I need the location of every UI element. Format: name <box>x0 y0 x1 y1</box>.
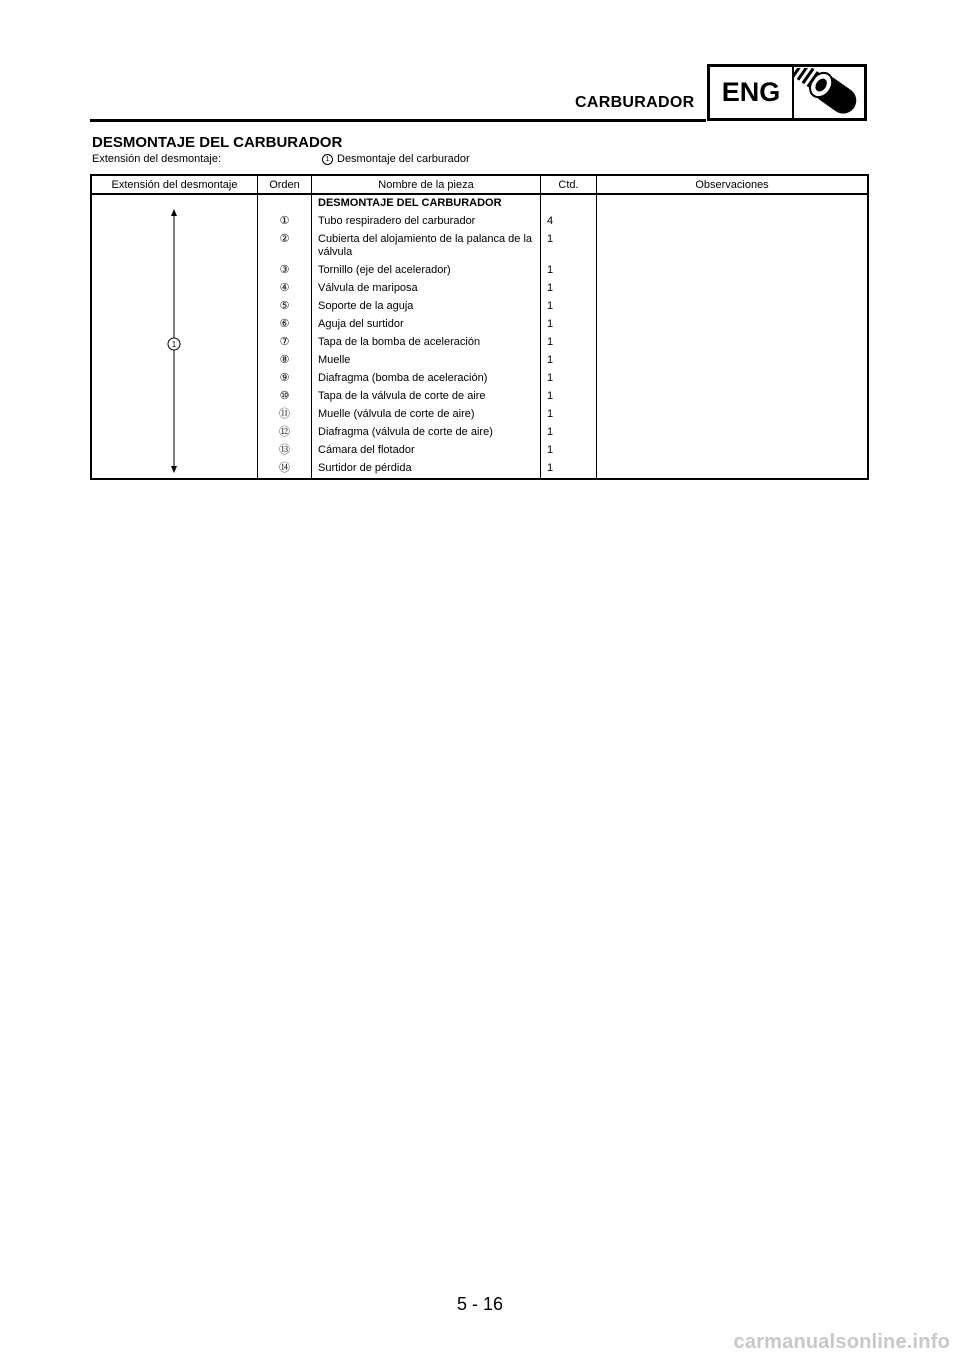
order-cell: ⑬ <box>258 442 312 460</box>
part-name-cell: Cámara del flotador <box>312 442 541 460</box>
part-name-cell: Diafragma (bomba de aceleración) <box>312 370 541 388</box>
procedure-title: DESMONTAJE DEL CARBURADOR <box>92 134 343 151</box>
order-cell: ⑦ <box>258 334 312 352</box>
qty-cell: 1 <box>541 231 597 262</box>
qty-cell: 1 <box>541 262 597 280</box>
order-cell: ⑪ <box>258 406 312 424</box>
order-cell: ⑤ <box>258 298 312 316</box>
watermark: carmanualsonline.info <box>733 1331 950 1353</box>
qty-cell: 1 <box>541 370 597 388</box>
remarks-cell <box>597 298 869 316</box>
qty-cell: 1 <box>541 460 597 479</box>
qty-cell: 1 <box>541 298 597 316</box>
qty-cell: 1 <box>541 388 597 406</box>
section-title: CARBURADOR <box>575 94 695 111</box>
eng-badge <box>707 64 867 121</box>
part-name-cell: Surtidor de pérdida <box>312 460 541 479</box>
qty-cell: 4 <box>541 213 597 231</box>
remarks-cell <box>597 194 869 213</box>
range-arrow <box>92 195 257 475</box>
order-cell: ③ <box>258 262 312 280</box>
part-name-cell: Tornillo (eje del acelerador) <box>312 262 541 280</box>
table-header-row <box>91 175 868 194</box>
order-cell: ② <box>258 231 312 262</box>
qty-cell: 1 <box>541 334 597 352</box>
scope-marker: 1 <box>322 154 333 165</box>
qty-cell: 1 <box>541 352 597 370</box>
qty-cell: 1 <box>541 280 597 298</box>
scope-text: Desmontaje del carburador <box>337 153 470 165</box>
qty-cell: 1 <box>541 406 597 424</box>
col-header-order: Orden <box>258 175 312 194</box>
remarks-cell <box>597 213 869 231</box>
part-name-cell: Diafragma (válvula de corte de aire) <box>312 424 541 442</box>
engine-bolt-icon <box>794 67 864 118</box>
part-name-cell: Aguja del surtidor <box>312 316 541 334</box>
scope-value <box>322 153 470 165</box>
col-header-scope: Extensión del desmontaje <box>91 175 258 194</box>
col-header-qty: Ctd. <box>541 175 597 194</box>
qty-cell: 1 <box>541 424 597 442</box>
qty-cell <box>541 194 597 213</box>
range-marker: 1 <box>171 340 177 349</box>
remarks-cell <box>597 316 869 334</box>
remarks-cell <box>597 442 869 460</box>
part-name-cell: Muelle (válvula de corte de aire) <box>312 406 541 424</box>
order-cell: ⑩ <box>258 388 312 406</box>
order-cell: ⑭ <box>258 460 312 479</box>
part-name-cell: Tubo respiradero del carburador <box>312 213 541 231</box>
eng-badge-label: ENG <box>710 67 794 118</box>
order-cell <box>258 194 312 213</box>
part-name-cell: Tapa de la bomba de aceleración <box>312 334 541 352</box>
order-cell: ① <box>258 213 312 231</box>
remarks-cell <box>597 370 869 388</box>
part-name-cell: Cubierta del alojamiento de la palanca de la válvula <box>312 231 541 262</box>
order-cell: ⑥ <box>258 316 312 334</box>
order-cell: ⑧ <box>258 352 312 370</box>
remarks-cell <box>597 424 869 442</box>
remarks-cell <box>597 262 869 280</box>
page-number: 5 - 16 <box>456 1294 504 1314</box>
remarks-cell <box>597 406 869 424</box>
part-name-cell: Muelle <box>312 352 541 370</box>
remarks-cell <box>597 334 869 352</box>
header-rule <box>90 119 706 122</box>
part-name-cell: Soporte de la aguja <box>312 298 541 316</box>
col-header-remarks: Observaciones <box>597 175 869 194</box>
order-cell: ⑨ <box>258 370 312 388</box>
scope-label: Extensión del desmontaje: <box>92 153 222 165</box>
qty-cell: 1 <box>541 442 597 460</box>
part-name-cell: Válvula de mariposa <box>312 280 541 298</box>
group-heading-row <box>91 194 868 213</box>
remarks-cell <box>597 280 869 298</box>
col-header-part-name: Nombre de la pieza <box>312 175 541 194</box>
remarks-cell <box>597 460 869 479</box>
parts-table <box>90 174 869 480</box>
order-cell: ④ <box>258 280 312 298</box>
range-cell <box>91 194 258 479</box>
remarks-cell <box>597 388 869 406</box>
remarks-cell <box>597 231 869 262</box>
group-heading: DESMONTAJE DEL CARBURADOR <box>312 194 541 213</box>
qty-cell: 1 <box>541 316 597 334</box>
remarks-cell <box>597 352 869 370</box>
order-cell: ⑫ <box>258 424 312 442</box>
part-name-cell: Tapa de la válvula de corte de aire <box>312 388 541 406</box>
